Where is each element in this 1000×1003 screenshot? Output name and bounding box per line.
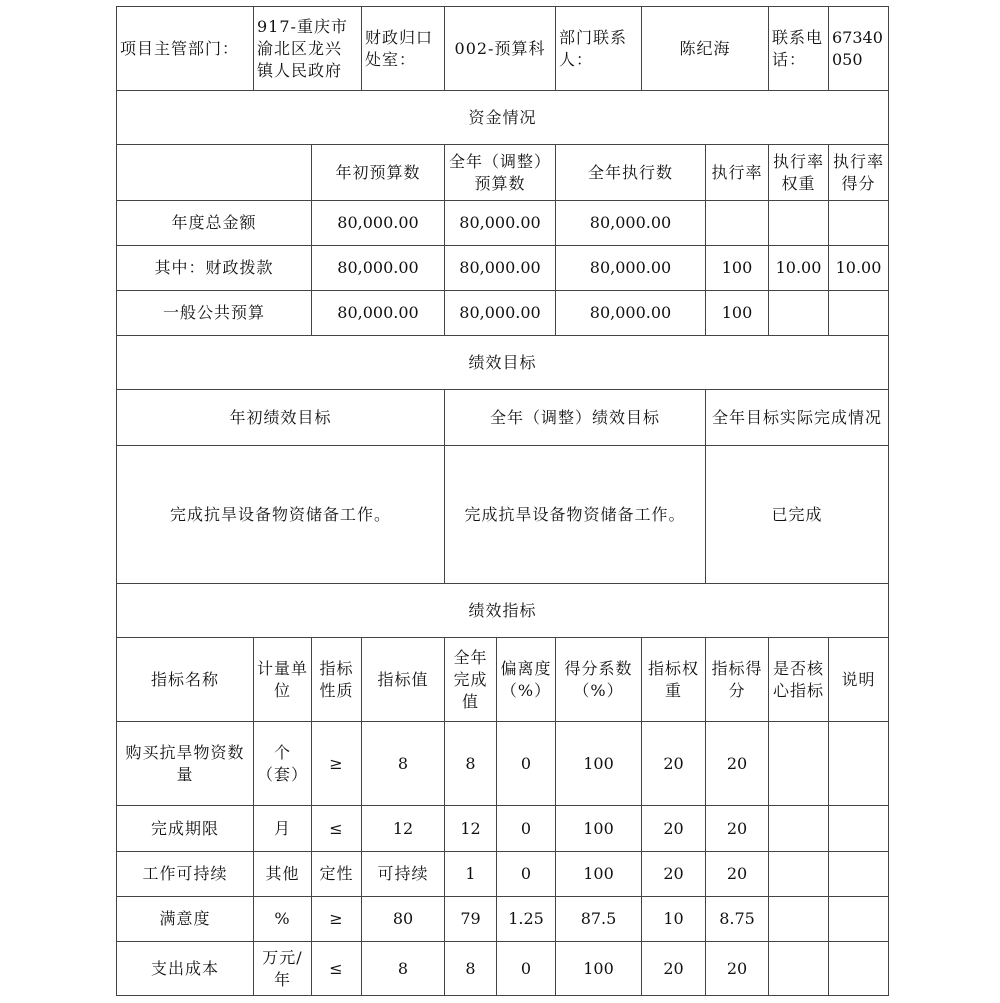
- funds-row-label: 其中：财政拨款: [117, 246, 312, 291]
- funds-weight: 10.00: [769, 246, 829, 291]
- ind-nature: ≥: [312, 897, 362, 942]
- ind-note: [829, 722, 889, 806]
- goals-header-row: [117, 390, 889, 446]
- ind-score: 20: [706, 852, 769, 897]
- ind-note: [829, 942, 889, 996]
- funds-col-score: 执行率得分: [829, 145, 889, 201]
- funds-adjusted: 80,000.00: [445, 201, 556, 246]
- ind-name: 满意度: [117, 897, 254, 942]
- ind-note: [829, 897, 889, 942]
- funds-weight: [769, 201, 829, 246]
- funds-initial: 80,000.00: [312, 201, 445, 246]
- ind-deviation: 0: [497, 852, 556, 897]
- funds-col-weight: 执行率权重: [769, 145, 829, 201]
- indicator-row: [117, 852, 889, 897]
- ind-actual: 1: [445, 852, 497, 897]
- ind-nature: ≤: [312, 806, 362, 852]
- ind-unit: 其他: [254, 852, 312, 897]
- phone-value: 67340050: [829, 7, 889, 91]
- funds-row-label: 一般公共预算: [117, 291, 312, 336]
- indicator-row: [117, 722, 889, 806]
- funds-adjusted: 80,000.00: [445, 291, 556, 336]
- ind-target: 可持续: [362, 852, 445, 897]
- ind-deviation: 0: [497, 942, 556, 996]
- ind-nature: ≤: [312, 942, 362, 996]
- goals-adjusted: 完成抗旱设备物资储备工作。: [445, 446, 706, 584]
- ind-weight: 20: [642, 942, 706, 996]
- ind-core: [769, 722, 829, 806]
- ind-coef: 100: [556, 852, 642, 897]
- ind-weight: 20: [642, 806, 706, 852]
- ind-target: 8: [362, 942, 445, 996]
- finance-value: 002-预算科: [445, 7, 556, 91]
- finance-label: 财政归口处室：: [362, 7, 445, 91]
- goals-section-title: 绩效目标: [117, 336, 889, 390]
- ind-coef: 100: [556, 722, 642, 806]
- ind-target: 8: [362, 722, 445, 806]
- indicators-header-row: [117, 638, 889, 722]
- funds-weight: [769, 291, 829, 336]
- funds-col-adjusted: 全年（调整）预算数: [445, 145, 556, 201]
- ind-actual: 79: [445, 897, 497, 942]
- ind-nature: 定性: [312, 852, 362, 897]
- dept-label: 项目主管部门：: [117, 7, 254, 91]
- funds-adjusted: 80,000.00: [445, 246, 556, 291]
- ind-col-unit: 计量单位: [254, 638, 312, 722]
- ind-col-weight: 指标权重: [642, 638, 706, 722]
- ind-unit: %: [254, 897, 312, 942]
- ind-actual: 8: [445, 722, 497, 806]
- contact-label: 部门联系人：: [556, 7, 642, 91]
- funds-initial: 80,000.00: [312, 291, 445, 336]
- funds-row: [117, 246, 889, 291]
- goals-initial: 完成抗旱设备物资储备工作。: [117, 446, 445, 584]
- ind-weight: 20: [642, 852, 706, 897]
- ind-unit: 万元/年: [254, 942, 312, 996]
- indicator-row: [117, 942, 889, 996]
- funds-corner-cell: [117, 145, 312, 201]
- funds-row: [117, 201, 889, 246]
- indicator-row: [117, 897, 889, 942]
- ind-coef: 87.5: [556, 897, 642, 942]
- ind-col-core: 是否核心指标: [769, 638, 829, 722]
- funds-header-row: [117, 145, 889, 201]
- funds-row: [117, 291, 889, 336]
- ind-core: [769, 897, 829, 942]
- funds-score: [829, 201, 889, 246]
- goals-content-row: [117, 446, 889, 584]
- funds-rate: 100: [706, 291, 769, 336]
- funds-section-title: 资金情况: [117, 91, 889, 145]
- ind-core: [769, 806, 829, 852]
- indicators-section-title: 绩效指标: [117, 584, 889, 638]
- funds-col-executed: 全年执行数: [556, 145, 706, 201]
- ind-score: 8.75: [706, 897, 769, 942]
- funds-row-label: 年度总金额: [117, 201, 312, 246]
- funds-executed: 80,000.00: [556, 201, 706, 246]
- funds-initial: 80,000.00: [312, 246, 445, 291]
- ind-note: [829, 806, 889, 852]
- funds-score: 10.00: [829, 246, 889, 291]
- funds-col-rate: 执行率: [706, 145, 769, 201]
- ind-col-deviation: 偏离度（%）: [497, 638, 556, 722]
- ind-deviation: 0: [497, 806, 556, 852]
- funds-rate: [706, 201, 769, 246]
- indicator-row: [117, 806, 889, 852]
- ind-target: 80: [362, 897, 445, 942]
- ind-name: 购买抗旱物资数量: [117, 722, 254, 806]
- ind-name: 支出成本: [117, 942, 254, 996]
- ind-col-score: 指标得分: [706, 638, 769, 722]
- ind-coef: 100: [556, 806, 642, 852]
- ind-weight: 20: [642, 722, 706, 806]
- ind-col-coef: 得分系数（%）: [556, 638, 642, 722]
- ind-weight: 10: [642, 897, 706, 942]
- phone-label: 联系电话：: [769, 7, 829, 91]
- ind-name: 工作可持续: [117, 852, 254, 897]
- ind-coef: 100: [556, 942, 642, 996]
- ind-col-name: 指标名称: [117, 638, 254, 722]
- goals-col-actual: 全年目标实际完成情况: [706, 390, 889, 446]
- ind-nature: ≥: [312, 722, 362, 806]
- funds-rate: 100: [706, 246, 769, 291]
- dept-value: 917-重庆市渝北区龙兴镇人民政府: [254, 7, 362, 91]
- ind-note: [829, 852, 889, 897]
- ind-unit: 个（套）: [254, 722, 312, 806]
- funds-score: [829, 291, 889, 336]
- ind-score: 20: [706, 722, 769, 806]
- goals-actual: 已完成: [706, 446, 889, 584]
- ind-target: 12: [362, 806, 445, 852]
- ind-deviation: 1.25: [497, 897, 556, 942]
- ind-score: 20: [706, 942, 769, 996]
- ind-col-nature: 指标性质: [312, 638, 362, 722]
- funds-executed: 80,000.00: [556, 246, 706, 291]
- ind-unit: 月: [254, 806, 312, 852]
- ind-deviation: 0: [497, 722, 556, 806]
- goals-col-initial: 年初绩效目标: [117, 390, 445, 446]
- header-row: [117, 7, 889, 91]
- ind-score: 20: [706, 806, 769, 852]
- ind-actual: 8: [445, 942, 497, 996]
- funds-executed: 80,000.00: [556, 291, 706, 336]
- ind-core: [769, 942, 829, 996]
- ind-col-target: 指标值: [362, 638, 445, 722]
- performance-table: [116, 6, 889, 996]
- ind-core: [769, 852, 829, 897]
- ind-name: 完成期限: [117, 806, 254, 852]
- ind-col-note: 说明: [829, 638, 889, 722]
- goals-col-adjusted: 全年（调整）绩效目标: [445, 390, 706, 446]
- ind-actual: 12: [445, 806, 497, 852]
- funds-col-initial: 年初预算数: [312, 145, 445, 201]
- ind-col-actual: 全年完成值: [445, 638, 497, 722]
- contact-value: 陈纪海: [642, 7, 769, 91]
